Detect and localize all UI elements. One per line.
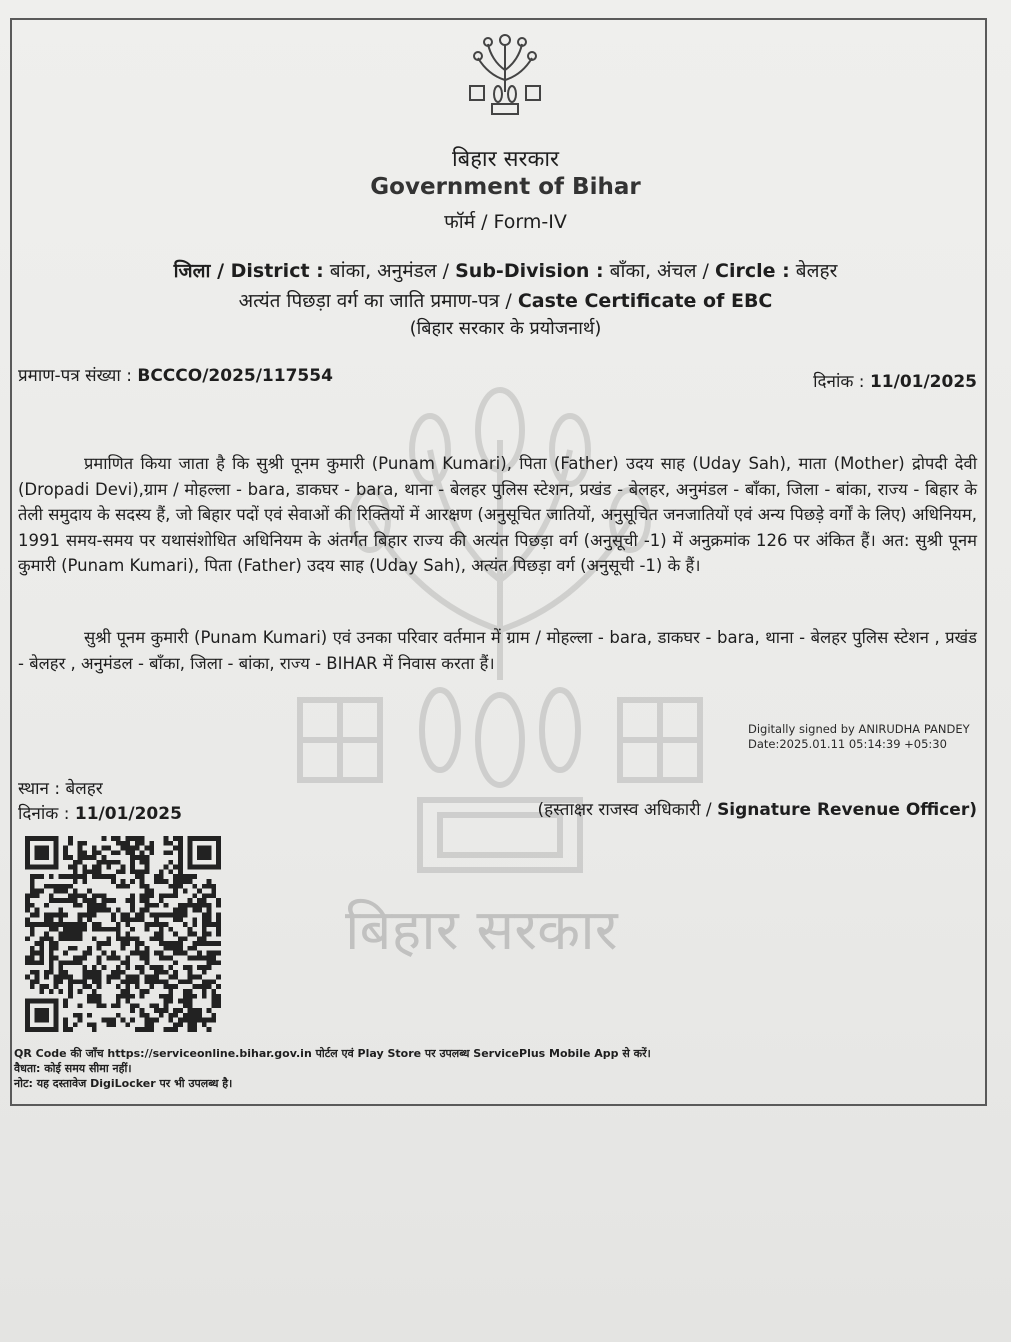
digital-signature-signer: Digitally signed by ANIRUDHA PANDEY [748, 722, 970, 736]
district-label: जिला / District : [173, 260, 324, 282]
signature-revenue-officer [538, 797, 978, 820]
subdivision-label: Sub-Division : [455, 260, 604, 282]
certificate-number [18, 363, 333, 386]
certification-paragraph: प्रमाणित किया जाता है कि सुश्री पूनम कुमारी (Punam Kumari), पिता (Father) उदय साह (Uday Sah), माता (Mother) द्रोपदी देवी (Dropadi Devi),ग्राम / मोहल्ला - bara, डाकघर - bara, थाना - बेलहर पुलिस स्टेशन, प्रखंड - बेलहर, अनुमंडल - बाँका, जिला - बांका, राज्य - बिहार के तेली समुदाय के सदस्य हैं, जो बिहार पदों एवं सेवाओं की रिक्तियों में आरक्षण (अनुसूचित जातियों, अनुसूचित जनजातियों एवं अन्य पिछड़े वर्गों के लिए) अधिनियम, 1991 समय-समय पर यथासंशोधित अधिनियम के अंतर्गत बिहार राज्य की अत्यंत पिछड़ा वर्ग (अनुसूची -1) में अनुक्रमांक 126 पर अंकित हैं। अत: सुश्री पूनम कुमारी (Punam Kumari), पिता (Father) उदय साह (Uday Sah), अत्यंत पिछड़ा वर्ग (अनुसूची -1) के हैं। [18, 454, 977, 575]
qr-verification-note: QR Code की जाँच https://serviceonline.bihar.gov.in पोर्टल एवं Play Store पर उपलब्ध ServicePlus Mobile App से करें। [14, 1047, 651, 1060]
government-title-hindi: बिहार सरकार [451, 147, 560, 172]
subdivision-value: बाँका, अंचल / [609, 260, 709, 282]
certificate-title-english: Caste Certificate of EBC [517, 290, 773, 312]
signing-date-label: दिनांक : [18, 804, 70, 824]
digital-signature [748, 722, 970, 752]
digilocker-note: नोट: यह दस्तावेज DigiLocker पर भी उपलब्ध है। [14, 1077, 233, 1090]
issue-date [813, 369, 977, 392]
qr-code[interactable] [22, 836, 224, 1032]
government-title-english: Government of Bihar [370, 174, 641, 200]
certificate-number-value: BCCCO/2025/117554 [137, 366, 333, 386]
form-number: फॉर्म / Form-IV [444, 211, 567, 233]
watermark-text: बिहार सरकार [345, 898, 618, 963]
qr-modules [25, 836, 221, 1032]
bihar-emblem-icon [460, 30, 550, 120]
certificate-number-label: प्रमाण-पत्र संख्या : [18, 366, 132, 386]
signing-date [18, 801, 182, 824]
signature-label-english: Signature Revenue Officer) [717, 800, 977, 820]
digital-signature-date: Date:2025.01.11 05:14:39 +05:30 [748, 737, 947, 751]
certificate-title-hindi: अत्यंत पिछड़ा वर्ग का जाति प्रमाण-पत्र / [238, 290, 512, 312]
district-value: बांका, अनुमंडल / [329, 260, 450, 282]
signing-date-value: 11/01/2025 [74, 804, 182, 824]
certificate-title [0, 287, 1011, 313]
validity-note: वैधता: कोई समय सीमा नहीं। [14, 1062, 132, 1075]
circle-value: बेलहर [795, 260, 838, 282]
circle-label: Circle : [715, 260, 790, 282]
residence-paragraph: सुश्री पूनम कुमारी (Punam Kumari) एवं उनका परिवार वर्तमान में ग्राम / मोहल्ला - bara, डाकघर - bara, थाना - बेलहर पुलिस स्टेशन , प्रखंड - बेलहर , अनुमंडल - बाँका, जिला - बांका, राज्य - BIHAR में निवास करता हैं। [18, 628, 977, 673]
issue-date-value: 11/01/2025 [869, 372, 977, 392]
signature-label-hindi: (हस्ताक्षर राजस्व अधिकारी / [537, 800, 712, 820]
place: स्थान : बेलहर [18, 779, 103, 799]
issue-date-label: दिनांक : [813, 372, 865, 392]
certificate-purpose: (बिहार सरकार के प्रयोजनार्थ) [409, 318, 602, 339]
jurisdiction-line [0, 257, 1011, 283]
